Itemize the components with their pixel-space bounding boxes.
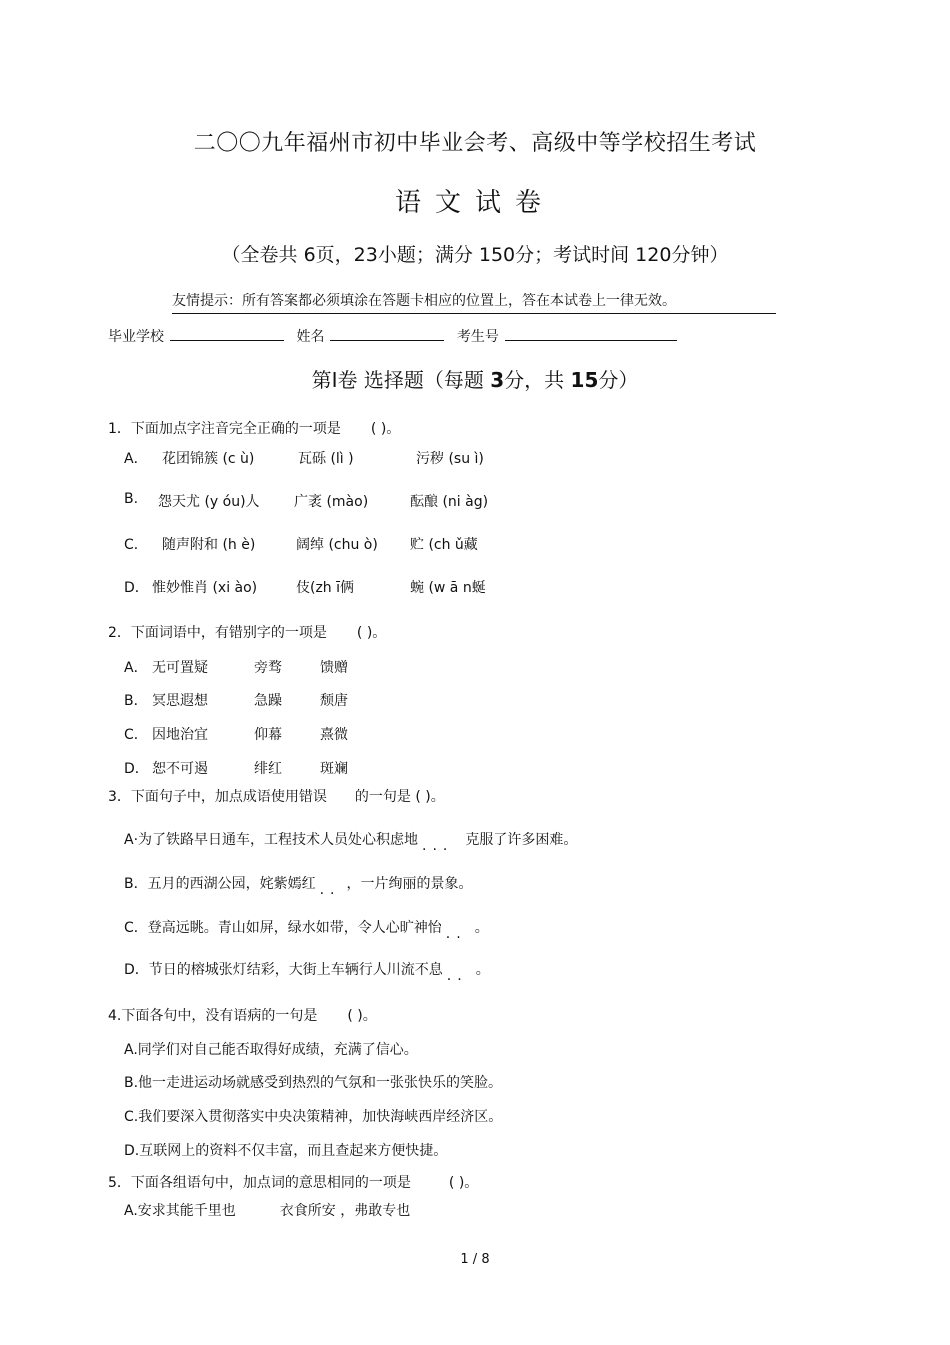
q1-option-a: A． 花团锦簇 (c ù) 瓦砾 (lì ) 污秽 (su ì) <box>124 451 484 467</box>
school-blank[interactable] <box>170 328 284 341</box>
school-label: 毕业学校 <box>108 329 164 345</box>
id-blank[interactable] <box>505 328 677 341</box>
q1-option-b: B. 怨天尤 (y óu)人 广袤 (mào) 酝酿 (ni àg) <box>124 491 489 510</box>
q2-option-c: C． 因地治宜 仰幕 熹微 <box>124 727 348 743</box>
question-1-stem: 1．下面加点字注音完全正确的一项是 ( )。 <box>108 421 401 437</box>
q1-option-c: C． 随声附和 (h è) 阔绰 (chu ò) 贮 (ch ǔ藏 <box>124 537 478 553</box>
q3-option-c: C．登高远眺。青山如屏，绿水如带，令人心旷神怡 .. 。 <box>124 920 489 942</box>
question-2-stem: 2．下面词语中，有错别字的一项是 ( )。 <box>108 625 387 641</box>
emphasis-dots: .. <box>319 882 341 898</box>
q3-option-b: B．五月的西湖公园，姹紫嫣红 .. ，一片绚丽的景象。 <box>124 876 473 898</box>
q2-option-a: A． 无可置疑 旁骛 馈赠 <box>124 660 348 676</box>
page-number: 1 / 8 <box>460 1252 490 1267</box>
q4-option-b: B.他一走进运动场就感受到热烈的气氛和一张张快乐的笑脸。 <box>124 1075 503 1091</box>
question-3-stem: 3．下面句子中，加点成语使用错误 的一句是 ( )。 <box>108 789 445 805</box>
q5-option-a: A.安求其能千里也 衣食所安 ，弗敢专也 <box>124 1203 411 1219</box>
question-5-stem: 5．下面各组语句中，加点词的意思相同的一项是 ( )。 <box>108 1175 479 1191</box>
notice: 友情提示：所有答案都必须填涂在答题卡相应的位置上，答在本试卷上一律无效。 <box>172 290 776 314</box>
emphasis-dots: .. <box>445 926 467 942</box>
exam-title: 二〇〇九年福州市初中毕业会考、高级中等学校招生考试 <box>193 131 757 156</box>
subject-title: 语文试卷 <box>394 188 555 218</box>
emphasis-dots: ... <box>422 838 454 854</box>
student-fields <box>108 326 685 346</box>
section-title: 第Ⅰ卷 选择题（每题 3分，共 15分） <box>311 368 639 392</box>
name-blank[interactable] <box>330 328 444 341</box>
q3-option-a: A·为了铁路早日通车，工程技术人员处心积虑地 ... 克服了许多困难。 <box>124 832 578 854</box>
q2-option-b: B． 冥思遐想 急躁 颓唐 <box>124 693 348 709</box>
q4-option-d: D.互联网上的资料不仅丰富，而且查起来方便快捷。 <box>124 1143 448 1159</box>
q3-option-d: D．节日的榕城张灯结彩，大街上车辆行人川流不息 .. 。 <box>124 962 490 984</box>
exam-info: （全卷共 6页，23小题；满分 150分；考试时间 120分钟） <box>221 244 729 266</box>
id-label: 考生号 <box>456 329 499 345</box>
q4-option-a: A.同学们对自己能否取得好成绩，充满了信心。 <box>124 1042 418 1058</box>
name-label: 姓名 <box>296 329 325 345</box>
emphasis-dots: .. <box>446 968 468 984</box>
q4-option-c: C.我们要深入贯彻落实中央决策精神，加快海峡西岸经济区。 <box>124 1109 503 1125</box>
q2-option-d: D． 恕不可遏 绯红 斑斓 <box>124 761 348 777</box>
q1-option-d: D． 惟妙惟肖 (xi ào) 伎(zh ī俩 蜿 (w ā n蜒 <box>124 580 486 596</box>
question-4-stem: 4.下面各句中，没有语病的一句是 ( )。 <box>108 1008 377 1024</box>
